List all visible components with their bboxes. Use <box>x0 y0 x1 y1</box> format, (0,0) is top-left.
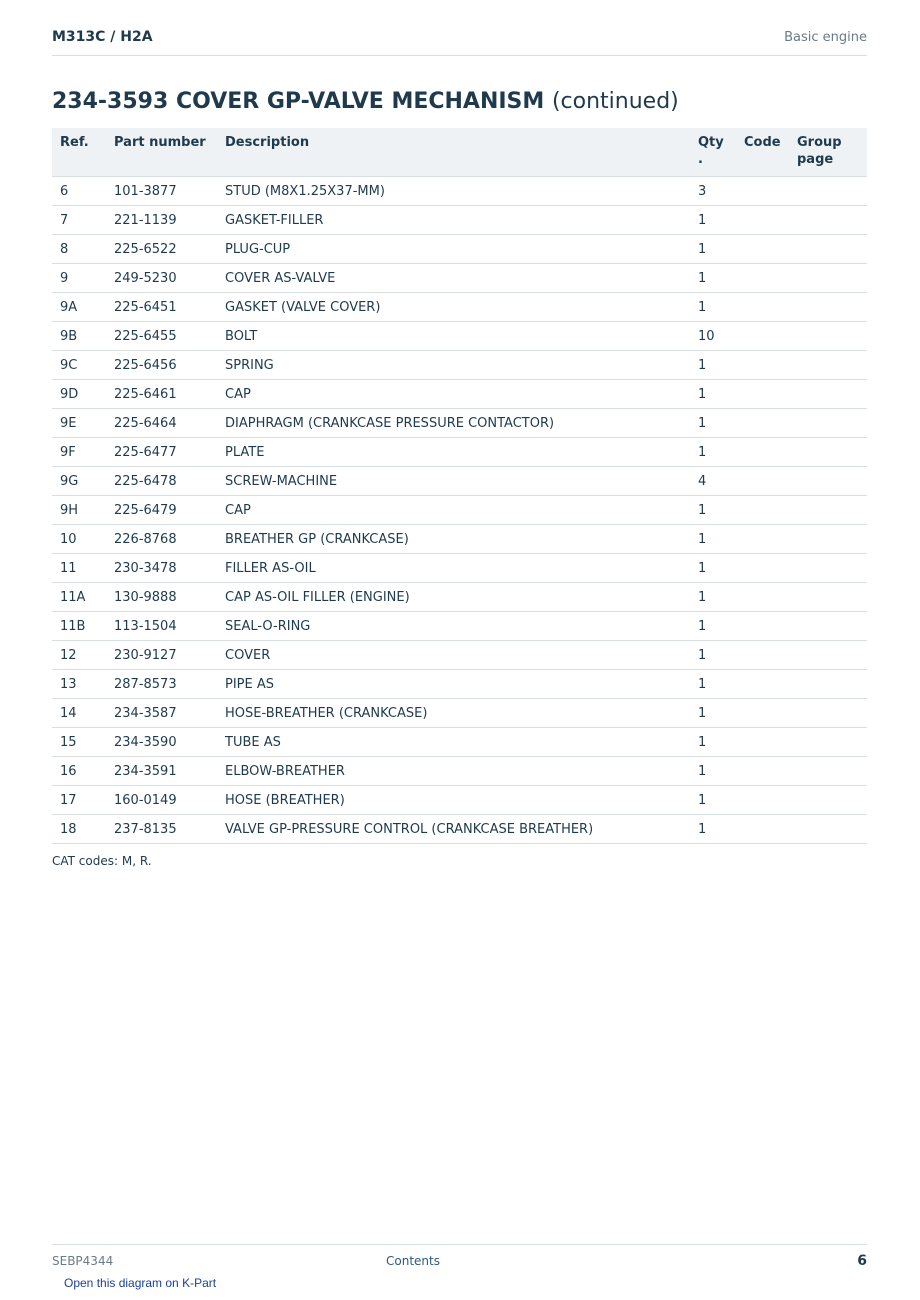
qty-cell: 1 <box>690 235 736 264</box>
ref-cell: 11B <box>52 612 106 641</box>
group-page-cell <box>789 235 867 264</box>
ref-cell: 13 <box>52 670 106 699</box>
part-number-cell: 234-3590 <box>106 728 217 757</box>
code-cell <box>736 496 789 525</box>
qty-cell: 10 <box>690 322 736 351</box>
code-cell <box>736 612 789 641</box>
parts-table <box>52 128 867 844</box>
group-page-cell <box>789 293 867 322</box>
description-cell: HOSE (BREATHER) <box>217 786 690 815</box>
col-part-number: Part number <box>106 128 217 177</box>
table-row <box>52 293 867 322</box>
code-cell <box>736 467 789 496</box>
code-cell <box>736 525 789 554</box>
part-number-cell: 237-8135 <box>106 815 217 844</box>
description-cell: SPRING <box>217 351 690 380</box>
qty-cell: 1 <box>690 757 736 786</box>
code-cell <box>736 699 789 728</box>
cat-codes-note: CAT codes: M, R. <box>52 854 152 868</box>
table-row <box>52 496 867 525</box>
qty-cell: 1 <box>690 496 736 525</box>
group-page-cell <box>789 757 867 786</box>
qty-cell: 1 <box>690 264 736 293</box>
part-number-cell: 234-3591 <box>106 757 217 786</box>
group-page-cell <box>789 322 867 351</box>
part-number-cell: 225-6464 <box>106 409 217 438</box>
group-page-cell <box>789 177 867 206</box>
code-cell <box>736 177 789 206</box>
ref-cell: 17 <box>52 786 106 815</box>
group-page-cell <box>789 641 867 670</box>
table-row <box>52 467 867 496</box>
document-id: SEBP4344 <box>52 1254 114 1268</box>
col-group-page-label: Group page <box>797 135 842 167</box>
code-cell <box>736 757 789 786</box>
code-cell <box>736 351 789 380</box>
group-page-cell <box>789 409 867 438</box>
description-cell: COVER AS-VALVE <box>217 264 690 293</box>
part-number-cell: 287-8573 <box>106 670 217 699</box>
part-number-cell: 225-6477 <box>106 438 217 467</box>
part-number-cell: 225-6456 <box>106 351 217 380</box>
part-number-cell: 225-6451 <box>106 293 217 322</box>
description-cell: GASKET-FILLER <box>217 206 690 235</box>
ref-cell: 9G <box>52 467 106 496</box>
table-row <box>52 380 867 409</box>
qty-cell: 1 <box>690 612 736 641</box>
group-page-cell <box>789 786 867 815</box>
table-row <box>52 641 867 670</box>
qty-cell: 1 <box>690 380 736 409</box>
table-row <box>52 264 867 293</box>
table-row <box>52 786 867 815</box>
qty-cell: 1 <box>690 438 736 467</box>
description-cell: TUBE AS <box>217 728 690 757</box>
code-cell <box>736 438 789 467</box>
col-code: Code <box>736 128 789 177</box>
description-cell: ELBOW-BREATHER <box>217 757 690 786</box>
qty-cell: 1 <box>690 554 736 583</box>
qty-cell: 1 <box>690 728 736 757</box>
col-qty-label: Qty . <box>698 135 724 167</box>
qty-cell: 1 <box>690 409 736 438</box>
description-cell: BOLT <box>217 322 690 351</box>
col-qty <box>690 128 736 177</box>
ref-cell: 6 <box>52 177 106 206</box>
description-cell: FILLER AS-OIL <box>217 554 690 583</box>
description-cell: HOSE-BREATHER (CRANKCASE) <box>217 699 690 728</box>
model-label: M313C / H2A <box>52 29 153 45</box>
ref-cell: 9 <box>52 264 106 293</box>
table-header-row <box>52 128 867 177</box>
part-number-cell: 113-1504 <box>106 612 217 641</box>
ref-cell: 7 <box>52 206 106 235</box>
title-main: 234-3593 COVER GP-VALVE MECHANISM <box>52 89 545 114</box>
ref-cell: 9C <box>52 351 106 380</box>
ref-cell: 18 <box>52 815 106 844</box>
qty-cell: 1 <box>690 641 736 670</box>
group-page-cell <box>789 496 867 525</box>
ref-cell: 9A <box>52 293 106 322</box>
part-number-cell: 225-6455 <box>106 322 217 351</box>
table-row <box>52 815 867 844</box>
description-cell: BREATHER GP (CRANKCASE) <box>217 525 690 554</box>
group-page-cell <box>789 438 867 467</box>
qty-cell: 3 <box>690 177 736 206</box>
ref-cell: 12 <box>52 641 106 670</box>
section-label: Basic engine <box>784 30 867 45</box>
table-row <box>52 728 867 757</box>
part-number-cell: 130-9888 <box>106 583 217 612</box>
col-ref: Ref. <box>52 128 106 177</box>
description-cell: DIAPHRAGM (CRANKCASE PRESSURE CONTACTOR) <box>217 409 690 438</box>
code-cell <box>736 554 789 583</box>
description-cell: SCREW-MACHINE <box>217 467 690 496</box>
qty-cell: 1 <box>690 293 736 322</box>
description-cell: CAP AS-OIL FILLER (ENGINE) <box>217 583 690 612</box>
group-page-cell <box>789 699 867 728</box>
group-page-cell <box>789 264 867 293</box>
part-number-cell: 225-6478 <box>106 467 217 496</box>
table-row <box>52 699 867 728</box>
description-cell: PIPE AS <box>217 670 690 699</box>
code-cell <box>736 409 789 438</box>
ref-cell: 9H <box>52 496 106 525</box>
page-title <box>52 89 679 114</box>
table-row <box>52 525 867 554</box>
group-page-cell <box>789 554 867 583</box>
qty-cell: 1 <box>690 206 736 235</box>
description-cell: SEAL-O-RING <box>217 612 690 641</box>
description-cell: GASKET (VALVE COVER) <box>217 293 690 322</box>
ref-cell: 9F <box>52 438 106 467</box>
table-row <box>52 177 867 206</box>
ref-cell: 16 <box>52 757 106 786</box>
group-page-cell <box>789 525 867 554</box>
part-number-cell: 101-3877 <box>106 177 217 206</box>
qty-cell: 1 <box>690 583 736 612</box>
ref-cell: 10 <box>52 525 106 554</box>
code-cell <box>736 322 789 351</box>
col-description: Description <box>217 128 690 177</box>
part-number-cell: 160-0149 <box>106 786 217 815</box>
qty-cell: 1 <box>690 786 736 815</box>
code-cell <box>736 786 789 815</box>
part-number-cell: 226-8768 <box>106 525 217 554</box>
page-number: 6 <box>857 1253 867 1269</box>
group-page-cell <box>789 380 867 409</box>
qty-cell: 1 <box>690 670 736 699</box>
group-page-cell <box>789 670 867 699</box>
part-number-cell: 249-5230 <box>106 264 217 293</box>
title-suffix: (continued) <box>551 89 679 114</box>
group-page-cell <box>789 815 867 844</box>
description-cell: STUD (M8X1.25X37-MM) <box>217 177 690 206</box>
table-row <box>52 612 867 641</box>
code-cell <box>736 380 789 409</box>
group-page-cell <box>789 206 867 235</box>
ref-cell: 14 <box>52 699 106 728</box>
table-row <box>52 438 867 467</box>
part-number-cell: 225-6461 <box>106 380 217 409</box>
ref-cell: 8 <box>52 235 106 264</box>
description-cell: COVER <box>217 641 690 670</box>
table-row <box>52 583 867 612</box>
group-page-cell <box>789 612 867 641</box>
qty-cell: 1 <box>690 525 736 554</box>
part-number-cell: 234-3587 <box>106 699 217 728</box>
group-page-cell <box>789 351 867 380</box>
description-cell: PLATE <box>217 438 690 467</box>
ref-cell: 11 <box>52 554 106 583</box>
qty-cell: 1 <box>690 699 736 728</box>
page-header <box>52 28 867 56</box>
code-cell <box>736 670 789 699</box>
part-number-cell: 221-1139 <box>106 206 217 235</box>
description-cell: CAP <box>217 380 690 409</box>
code-cell <box>736 235 789 264</box>
table-row <box>52 206 867 235</box>
description-cell: VALVE GP-PRESSURE CONTROL (CRANKCASE BREATHER) <box>217 815 690 844</box>
description-cell: CAP <box>217 496 690 525</box>
code-cell <box>736 293 789 322</box>
description-cell: PLUG-CUP <box>217 235 690 264</box>
group-page-cell <box>789 583 867 612</box>
ref-cell: 9E <box>52 409 106 438</box>
table-row <box>52 554 867 583</box>
code-cell <box>736 815 789 844</box>
ref-cell: 9D <box>52 380 106 409</box>
col-group-page <box>789 128 867 177</box>
qty-cell: 1 <box>690 351 736 380</box>
code-cell <box>736 728 789 757</box>
table-row <box>52 235 867 264</box>
part-number-cell: 225-6522 <box>106 235 217 264</box>
table-body <box>52 177 867 844</box>
table-row <box>52 757 867 786</box>
contents-link[interactable]: Contents <box>386 1254 440 1268</box>
code-cell <box>736 264 789 293</box>
table-row <box>52 351 867 380</box>
table-row <box>52 409 867 438</box>
open-kpart-link[interactable]: Open this diagram on K-Part <box>64 1276 217 1290</box>
table-row <box>52 322 867 351</box>
ref-cell: 9B <box>52 322 106 351</box>
group-page-cell <box>789 728 867 757</box>
qty-cell: 4 <box>690 467 736 496</box>
code-cell <box>736 206 789 235</box>
part-number-cell: 230-9127 <box>106 641 217 670</box>
code-cell <box>736 583 789 612</box>
ref-cell: 11A <box>52 583 106 612</box>
group-page-cell <box>789 467 867 496</box>
part-number-cell: 225-6479 <box>106 496 217 525</box>
code-cell <box>736 641 789 670</box>
qty-cell: 1 <box>690 815 736 844</box>
page-footer <box>52 1244 867 1275</box>
part-number-cell: 230-3478 <box>106 554 217 583</box>
table-row <box>52 670 867 699</box>
ref-cell: 15 <box>52 728 106 757</box>
